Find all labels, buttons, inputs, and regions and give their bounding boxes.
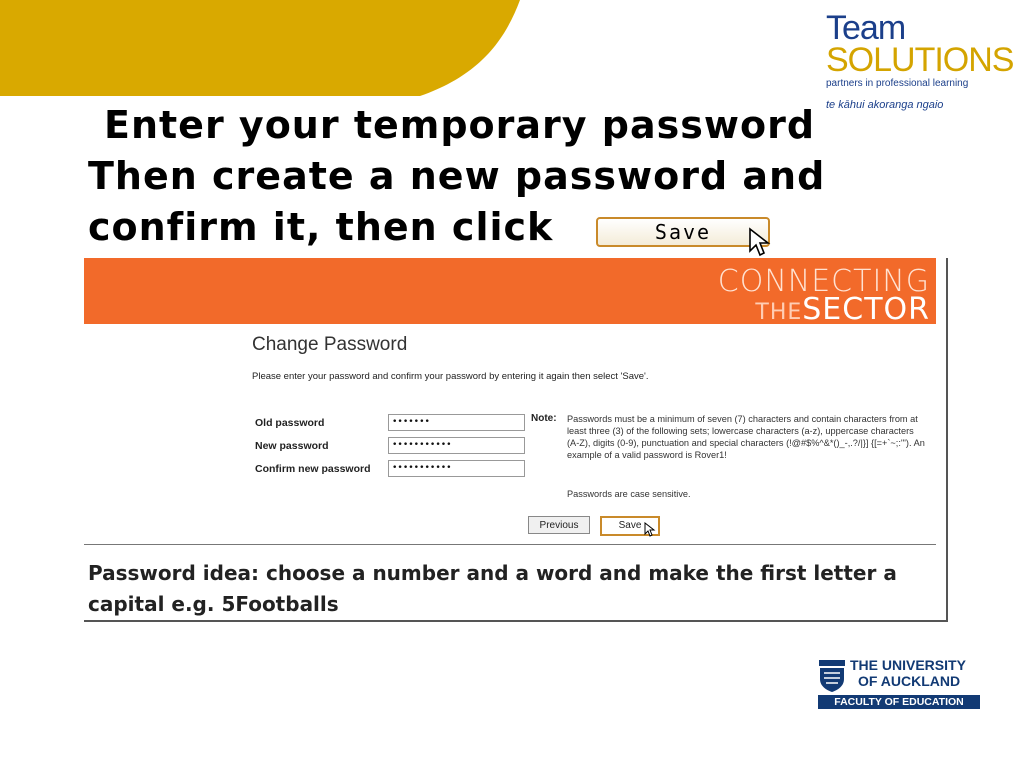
logo-tagline: partners in professional learning [826,78,969,89]
change-password-instruction: Please enter your password and confirm your password by entering it again then select 'Save'. [252,371,649,382]
logo-solutions: SOLUTIONS [826,41,1014,79]
banner-the: THE [755,300,803,325]
university-crest-icon [818,659,846,693]
confirm-password-label: Confirm new password [255,463,371,475]
banner-the-sector [755,292,930,327]
banner-sector: SECTOR [802,292,930,327]
connecting-the-sector-banner [84,258,936,327]
password-rules-note: Passwords must be a minimum of seven (7) characters and contain characters from at least three (3) of the following sets; lowercase characters (a-z), uppercase characters (A-Z), digits (0-9), punctuation and special characters (!@#$%^&*()_-,.?/|}] {[=+`~;:'"). An example of a valid password is Rover1! [567,414,925,460]
banner-connecting: CONNECTING [717,264,930,299]
logo-maori-tagline: te kāhui akoranga ngaio [826,99,944,111]
save-button[interactable] [600,516,660,536]
gold-corner-shape [0,0,540,96]
new-password-label: New password [255,440,329,452]
password-tip: Password idea: choose a number and a word and make the first letter a capital e.g. 5Footballs [88,561,897,616]
change-password-title: Change Password [252,334,408,355]
team-solutions-logo [826,9,1014,111]
heading-line-1: Enter your temporary password [104,103,816,147]
note-label: Note: [531,413,557,424]
mouse-cursor-icon [748,227,774,257]
save-callout-label: Save [654,220,712,244]
old-password-input[interactable]: ••••••• [388,414,525,431]
old-password-label: Old password [255,417,325,429]
divider [84,544,936,545]
logo-team: Team [826,9,906,47]
heading-line-3: confirm it, then click [88,205,554,249]
university-name-line-1: THE UNIVERSITY [850,657,966,673]
new-password-input[interactable]: ••••••••••• [388,437,525,454]
mouse-cursor-icon [644,522,656,538]
save-button-callout [596,217,770,247]
screenshot-frame [84,258,948,622]
faculty-name: FACULTY OF EDUCATION [818,695,980,709]
university-name [850,657,966,689]
heading-line-2: Then create a new password and [88,154,826,198]
university-name-line-2: OF AUCKLAND [858,673,961,689]
case-sensitive-note: Passwords are case sensitive. [567,489,691,499]
previous-button[interactable]: Previous [528,516,590,534]
confirm-password-input[interactable]: ••••••••••• [388,460,525,477]
save-button-label: Save [618,520,642,531]
